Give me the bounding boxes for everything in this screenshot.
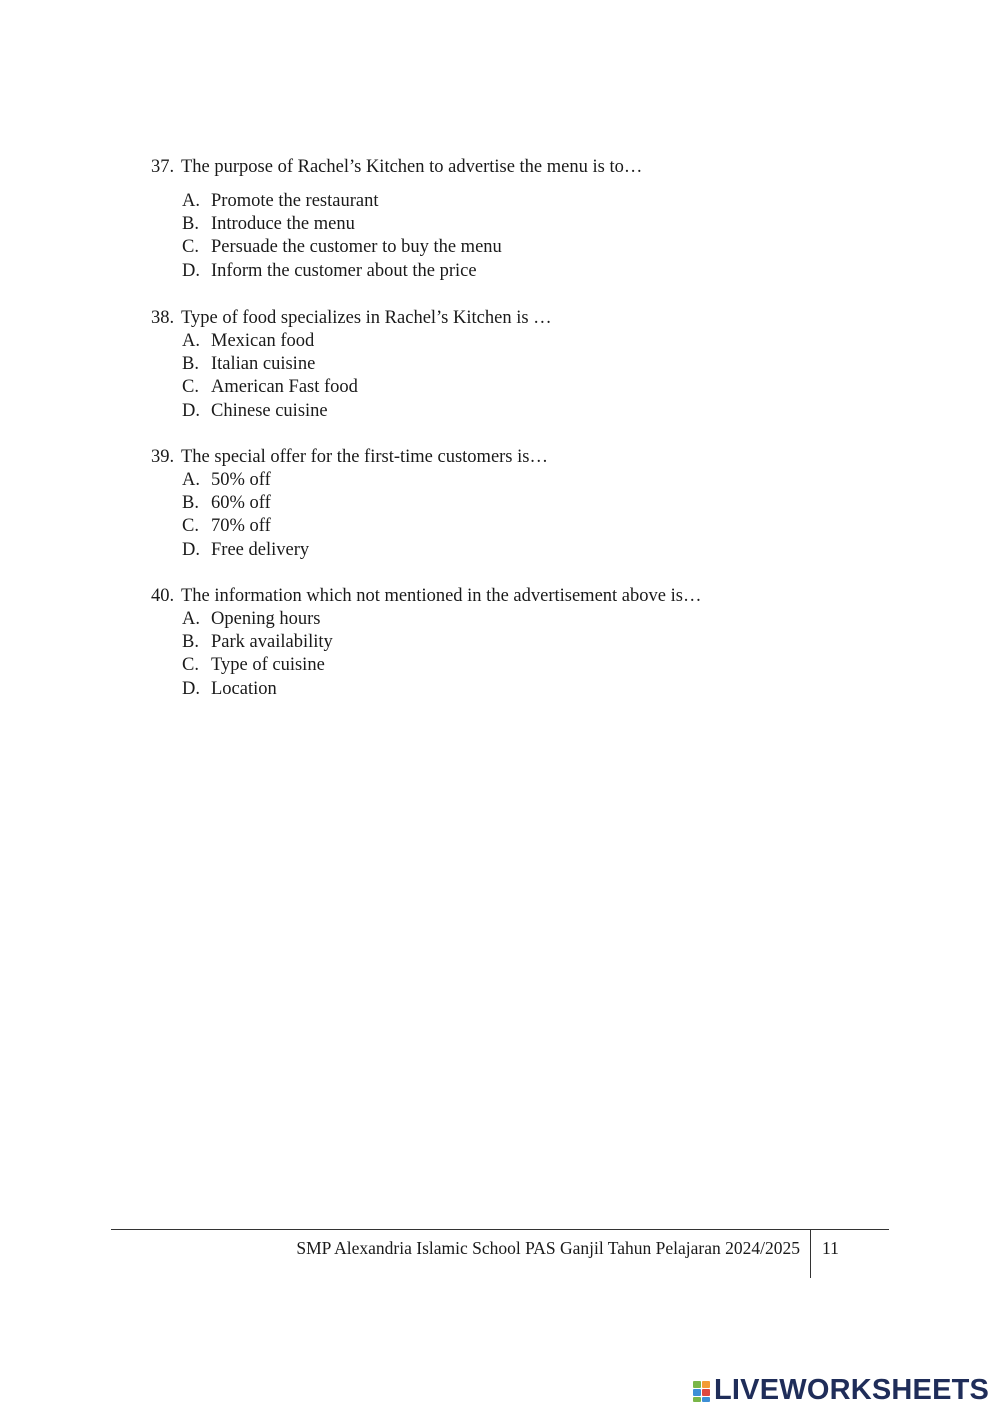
option-letter: D. bbox=[182, 539, 200, 560]
option-a bbox=[182, 469, 911, 492]
question-37 bbox=[151, 156, 911, 283]
option-letter: B. bbox=[182, 354, 199, 375]
option-text: Free delivery bbox=[211, 539, 310, 560]
option-b bbox=[182, 213, 911, 236]
question-text: The purpose of Rachel’s Kitchen to advertise the menu is to… bbox=[181, 157, 643, 177]
logo-square-red bbox=[702, 1389, 710, 1396]
question-stem bbox=[151, 156, 911, 179]
option-text: Inform the customer about the price bbox=[211, 260, 477, 281]
option-text: 60% off bbox=[211, 493, 271, 514]
option-text: Promote the restaurant bbox=[211, 191, 379, 211]
option-c bbox=[182, 654, 911, 677]
option-text: Italian cuisine bbox=[211, 354, 316, 375]
option-text: Introduce the menu bbox=[211, 214, 355, 235]
option-letter: C. bbox=[182, 655, 199, 676]
option-d bbox=[182, 400, 911, 423]
page-number: 11 bbox=[822, 1238, 839, 1258]
option-b bbox=[182, 492, 911, 515]
footer-text: SMP Alexandria Islamic School PAS Ganjil Tahun Pelajaran 2024/2025 bbox=[296, 1238, 800, 1258]
option-list bbox=[182, 330, 911, 423]
option-letter: A. bbox=[182, 470, 200, 490]
option-letter: D. bbox=[182, 260, 200, 281]
question-38 bbox=[151, 307, 911, 423]
question-stem bbox=[151, 585, 911, 608]
option-list bbox=[182, 469, 911, 562]
option-c bbox=[182, 236, 911, 259]
brand-name: LIVEWORKSHEETS bbox=[714, 1374, 990, 1406]
option-text: 70% off bbox=[211, 516, 271, 537]
logo-square-blue-bottom bbox=[702, 1397, 710, 1402]
option-letter: C. bbox=[182, 237, 199, 258]
option-text: 50% off bbox=[211, 470, 271, 490]
option-list bbox=[182, 608, 911, 701]
option-letter: B. bbox=[182, 632, 199, 653]
liveworksheets-logo-icon bbox=[693, 1378, 711, 1402]
footer-rule bbox=[111, 1229, 889, 1230]
logo-square-blue bbox=[693, 1389, 701, 1396]
logo-square-green-bottom bbox=[693, 1397, 701, 1402]
logo-square-orange bbox=[702, 1381, 710, 1388]
option-text: Opening hours bbox=[211, 609, 321, 629]
option-letter: C. bbox=[182, 516, 199, 537]
option-c bbox=[182, 515, 911, 538]
option-text: Mexican food bbox=[211, 331, 315, 351]
option-letter: A. bbox=[182, 331, 200, 351]
liveworksheets-brand bbox=[693, 1374, 989, 1406]
question-text: Type of food specializes in Rachel’s Kitchen is … bbox=[181, 308, 552, 328]
question-number: 40. bbox=[151, 586, 175, 606]
option-list bbox=[182, 190, 911, 283]
option-b bbox=[182, 353, 911, 376]
option-text: American Fast food bbox=[211, 377, 358, 398]
option-letter: B. bbox=[182, 493, 199, 514]
option-text: Location bbox=[211, 678, 277, 699]
option-letter: D. bbox=[182, 678, 200, 699]
option-d bbox=[182, 539, 911, 562]
question-stem bbox=[151, 446, 911, 469]
option-d bbox=[182, 678, 911, 701]
logo-square-green bbox=[693, 1381, 701, 1388]
footer-divider bbox=[810, 1229, 811, 1278]
option-letter: B. bbox=[182, 214, 199, 235]
question-text: The information which not mentioned in the advertisement above is… bbox=[181, 586, 702, 606]
option-a bbox=[182, 608, 911, 631]
option-a bbox=[182, 330, 911, 353]
option-letter: C. bbox=[182, 377, 199, 398]
option-text: Park availability bbox=[211, 632, 333, 653]
option-a bbox=[182, 190, 911, 213]
question-text: The special offer for the first-time customers is… bbox=[181, 447, 548, 467]
question-39 bbox=[151, 446, 911, 562]
option-b bbox=[182, 631, 911, 654]
question-number: 38. bbox=[151, 308, 175, 328]
option-letter: D. bbox=[182, 400, 200, 421]
option-text: Persuade the customer to buy the menu bbox=[211, 237, 502, 258]
question-number: 37. bbox=[151, 157, 175, 177]
option-text: Chinese cuisine bbox=[211, 400, 328, 421]
option-d bbox=[182, 260, 911, 283]
question-number: 39. bbox=[151, 447, 175, 467]
option-c bbox=[182, 376, 911, 399]
option-letter: A. bbox=[182, 191, 200, 211]
question-stem bbox=[151, 307, 911, 330]
option-text: Type of cuisine bbox=[211, 655, 325, 676]
question-40 bbox=[151, 585, 911, 701]
option-letter: A. bbox=[182, 609, 200, 629]
